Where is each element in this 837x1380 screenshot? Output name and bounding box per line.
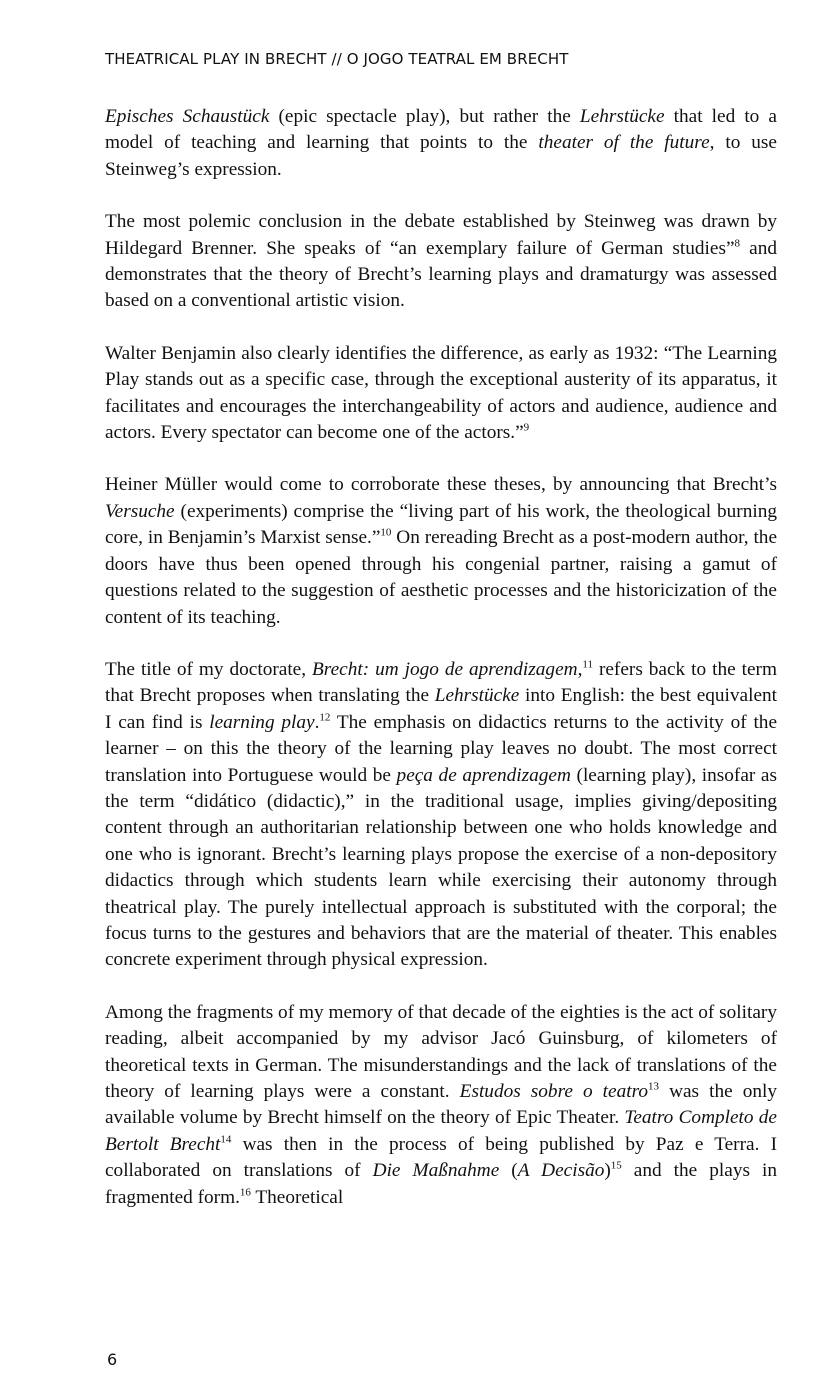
footnote-marker: 12 (319, 711, 331, 724)
text-run: (learning play), insofar as the term “didático (didactic),” in the traditional usage, implies giving/depositing content through an authoritarian relationship between one who holds knowledge and one who is ignorant. Brecht’s learning plays propose the exercise of a non-depository didactics through which students learn while exercising their autonomy through theatrical play. The purely intellectual approach is substituted with the corporal; the focus turns to the gestures and behaviors that are the material of theater. This enables concrete experiment through physical expression. (105, 764, 777, 971)
text-run: refers back to the term that Brecht proposes when translating the (105, 658, 777, 707)
text-run: The most polemic conclusion in the debate established by Steinweg was drawn by Hildegard Brenner. She speaks of “an exemplary failure of German studies” (105, 211, 777, 259)
text-run: and demonstrates that the theory of Brecht’s learning plays and dramaturgy was assessed based on a conventional artistic vision. (105, 237, 777, 312)
text-run: . (314, 711, 320, 733)
text-run: into English: the best equivalent I can find is (105, 685, 777, 733)
italic-text: Die Maßnahme (372, 1160, 500, 1182)
italic-text: peça de aprendizagem (396, 764, 571, 786)
text-run: was then in the process of being published by Paz e Terra. I collaborated on translations of (105, 1133, 777, 1182)
footnote-marker: 15 (610, 1159, 622, 1172)
italic-text: Episches Schaustück (105, 106, 270, 127)
running-head: THEATRICAL PLAY IN BRECHT // O JOGO TEATRAL EM BRECHT (105, 50, 569, 68)
text-run: , (577, 658, 583, 680)
italic-text: theater of the future (538, 132, 710, 154)
text-run: (epic spectacle play), but rather the (269, 106, 580, 127)
page-number: 6 (107, 1350, 118, 1369)
text-run: The title of my doctorate, (105, 658, 313, 680)
italic-text: Lehrstücke (434, 685, 520, 707)
italic-text: Teatro Completo de Bertolt Brecht (105, 1107, 777, 1155)
italic-text: Lehrstücke (579, 106, 665, 127)
paragraph (105, 657, 777, 974)
text-run: ( (499, 1160, 518, 1182)
text-run: and the plays in fragmented form. (105, 1160, 777, 1208)
paragraph (105, 472, 777, 630)
italic-text: A Decisão (517, 1160, 605, 1182)
paragraph (105, 1000, 777, 1211)
text-run: , to use Steinweg’s expression. (105, 132, 777, 180)
text-run: Walter Benjamin also clearly identifies the difference, as early as 1932: “The Learning Play stands out as a specific case, through the exceptional austerity of its apparatus, it facilitates and encourages the interchangeability of actors and audience, audience and actors. Every spectator can become one of the actors.” (105, 342, 777, 444)
text-run: was the only available volume by Brecht himself on the theory of Epic Theater. (105, 1081, 777, 1129)
text-run: The emphasis on didactics returns to the activity of the learner – on this the theory of the learning play leaves no doubt. The most correct translation into Portuguese would be (105, 711, 777, 786)
paragraph (105, 209, 777, 315)
text-run: Heiner Müller would come to corroborate these theses, by announcing that Brecht’s (105, 474, 777, 496)
body-text (105, 104, 777, 1237)
italic-text: learning play (209, 711, 315, 733)
italic-text: Versuche (105, 500, 175, 522)
footnote-marker: 11 (582, 658, 593, 671)
italic-text: Brecht: um jogo de aprendizagem (312, 658, 578, 680)
footnote-marker: 9 (523, 421, 530, 434)
footnote-marker: 14 (220, 1133, 232, 1146)
footnote-marker: 13 (648, 1080, 660, 1093)
footnote-marker: 10 (380, 526, 392, 539)
text-run: Among the fragments of my memory of that decade of the eighties is the act of solitary reading, albeit accompanied by my advisor Jacó Guinsburg, of kilometers of theoretical texts in German. The misunderstandings and the lack of translations of the theory of learning plays were a constant. (105, 1001, 777, 1102)
footnote-marker: 16 (239, 1186, 251, 1199)
italic-text: Estudos sobre o teatro (459, 1081, 649, 1102)
text-run: that led to a model of teaching and learning that points to the (105, 106, 777, 154)
text-run: ) (604, 1160, 611, 1182)
text-run: On rereading Brecht as a post-modern author, the doors have thus been opened through his congenial partner, raising a gamut of questions related to the suggestion of aesthetic processes and the historicization of the content of its teaching. (105, 527, 777, 628)
paragraph (105, 341, 777, 447)
text-run: Theoretical (250, 1186, 344, 1208)
footnote-marker: 8 (734, 237, 740, 250)
paragraph (105, 104, 777, 183)
text-run: (experiments) comprise the “living part of his work, the theological burning core, in Benjamin’s Marxist sense.” (105, 500, 777, 549)
